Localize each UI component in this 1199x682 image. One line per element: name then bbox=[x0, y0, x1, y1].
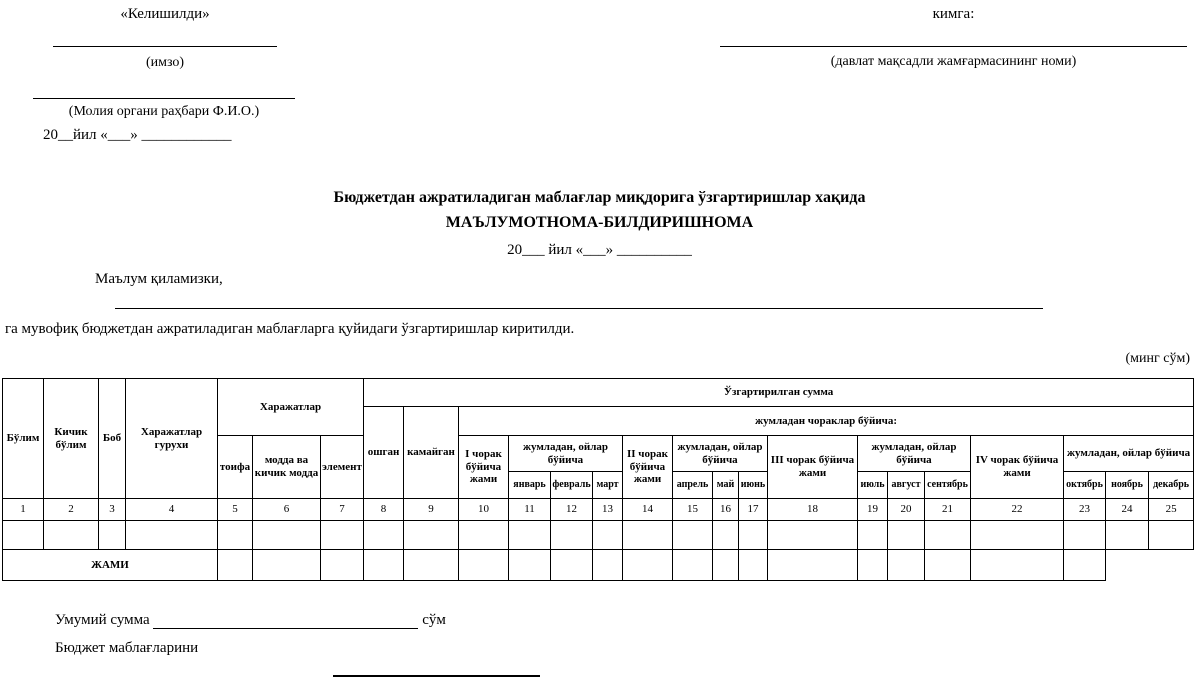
header-month-may: май bbox=[713, 472, 739, 499]
header-toifa: тоифа bbox=[218, 436, 253, 499]
header-bolim: Бўлим bbox=[3, 379, 44, 499]
recipient-caption: (давлат мақсадли жамғармасининг номи) bbox=[830, 54, 1077, 69]
column-number-cell: 14 bbox=[623, 499, 673, 521]
finance-head-caption: (Молия органи раҳбари Ф.И.О.) bbox=[68, 104, 260, 119]
jami-empty-cell bbox=[713, 550, 739, 581]
column-number-cell: 5 bbox=[218, 499, 253, 521]
header-month-november: ноябрь bbox=[1106, 472, 1149, 499]
header-ozgartirilgan-summa: Ўзгартирилган сумма bbox=[364, 379, 1194, 407]
data-cell bbox=[623, 521, 673, 550]
column-number-cell: 1 bbox=[3, 499, 44, 521]
recipient-line bbox=[720, 46, 1187, 47]
column-number-cell: 22 bbox=[971, 499, 1064, 521]
body-text: га мувофиқ бюджетдан ажратиладиган маблағларга қуйидаги ўзгартиришлар киритилди. bbox=[5, 321, 575, 337]
jami-empty-cell bbox=[623, 550, 673, 581]
header-month-august: август bbox=[888, 472, 925, 499]
jami-empty-cell bbox=[321, 550, 364, 581]
data-cell bbox=[1064, 521, 1106, 550]
jami-empty-cell bbox=[888, 550, 925, 581]
header-oshgan: ошган bbox=[364, 407, 404, 499]
column-number-cell: 23 bbox=[1064, 499, 1106, 521]
header-bob: Боб bbox=[99, 379, 126, 499]
data-cell bbox=[768, 521, 858, 550]
header-month-september: сентябрь bbox=[925, 472, 971, 499]
header-choraklar: жумладан чораклар бўйича: bbox=[459, 407, 1194, 436]
currency-note: (минг сўм) bbox=[1125, 351, 1190, 366]
jami-empty-cell bbox=[673, 550, 713, 581]
column-number-cell: 3 bbox=[99, 499, 126, 521]
column-number-cell: 12 bbox=[551, 499, 593, 521]
jami-empty-cell bbox=[768, 550, 858, 581]
jami-empty-cell bbox=[253, 550, 321, 581]
header-month-march: март bbox=[593, 472, 623, 499]
column-number-cell: 19 bbox=[858, 499, 888, 521]
agreed-signature-line bbox=[53, 46, 277, 47]
data-cell bbox=[971, 521, 1064, 550]
data-cell bbox=[218, 521, 253, 550]
jami-empty-cell bbox=[218, 550, 253, 581]
column-number-cell: 10 bbox=[459, 499, 509, 521]
data-cell bbox=[44, 521, 99, 550]
data-cell bbox=[1149, 521, 1194, 550]
data-cell bbox=[551, 521, 593, 550]
header-xarajatlar-group: Харажатлар bbox=[218, 379, 364, 436]
form-title-line1: Бюджетдан ажратиладиган маблағлар миқдорига ўзгартиришлар хақида bbox=[333, 189, 866, 206]
data-cell bbox=[713, 521, 739, 550]
jami-empty-cell bbox=[364, 550, 404, 581]
column-number-cell: 15 bbox=[673, 499, 713, 521]
finance-head-signature-line bbox=[33, 98, 295, 99]
header-month-december: декабрь bbox=[1149, 472, 1194, 499]
bottom-signature-line bbox=[333, 675, 540, 677]
intro-text: Маълум қиламизки, bbox=[95, 271, 223, 287]
data-cell bbox=[364, 521, 404, 550]
header-oylar-q2: жумладан, ойлар бўйича bbox=[673, 436, 768, 472]
total-sum-row bbox=[55, 611, 446, 629]
jami-empty-cell bbox=[509, 550, 551, 581]
jami-empty-cell bbox=[739, 550, 768, 581]
jami-empty-cell bbox=[593, 550, 623, 581]
header-kamaygan: камайган bbox=[404, 407, 459, 499]
agreed-date-line: 20__йил «___» ____________ bbox=[43, 127, 232, 143]
data-cell bbox=[925, 521, 971, 550]
header-month-june: июнь bbox=[739, 472, 768, 499]
total-sum-label: Умумий сумма bbox=[55, 612, 150, 628]
column-number-cell: 24 bbox=[1106, 499, 1149, 521]
header-q1-total: I чорак бўйича жами bbox=[459, 436, 509, 499]
column-number-cell: 7 bbox=[321, 499, 364, 521]
agreed-label: «Келишилди» bbox=[120, 6, 210, 22]
column-number-cell: 17 bbox=[739, 499, 768, 521]
form-title-line2: МАЪЛУМОТНОМА-БИЛДИРИШНОМА bbox=[445, 214, 754, 231]
column-number-cell: 8 bbox=[364, 499, 404, 521]
jami-empty-cell bbox=[459, 550, 509, 581]
signature-caption: (имзо) bbox=[145, 55, 185, 70]
jami-cell: ЖАМИ bbox=[3, 550, 218, 581]
header-month-july: июль bbox=[858, 472, 888, 499]
header-oylar-q4: жумладан, ойлар бўйича bbox=[1064, 436, 1194, 472]
header-xarajatlar-guruhi: Харажатлар гурухи bbox=[126, 379, 218, 499]
column-number-cell: 20 bbox=[888, 499, 925, 521]
header-kichik-bolim: Кичик бўлим bbox=[44, 379, 99, 499]
header-element: элемент bbox=[321, 436, 364, 499]
budget-funds-label: Бюджет маблағларини bbox=[55, 640, 199, 656]
recipient-label: кимга: bbox=[932, 6, 975, 22]
data-cell bbox=[404, 521, 459, 550]
jami-empty-cell bbox=[971, 550, 1064, 581]
column-number-cell: 9 bbox=[404, 499, 459, 521]
column-number-cell: 4 bbox=[126, 499, 218, 521]
jami-empty-cell bbox=[551, 550, 593, 581]
total-sum-line bbox=[153, 614, 418, 629]
header-q4-total: IV чорак бўйича жами bbox=[971, 436, 1064, 499]
header-month-october: октябрь bbox=[1064, 472, 1106, 499]
data-cell bbox=[99, 521, 126, 550]
data-cell bbox=[509, 521, 551, 550]
header-q2-total: II чорак бўйича жами bbox=[623, 436, 673, 499]
data-cell bbox=[253, 521, 321, 550]
data-cell bbox=[739, 521, 768, 550]
basis-fill-line bbox=[115, 308, 1043, 309]
data-cell bbox=[126, 521, 218, 550]
column-number-cell: 16 bbox=[713, 499, 739, 521]
form-date-line: 20___ йил «___» __________ bbox=[507, 242, 692, 258]
data-cell bbox=[459, 521, 509, 550]
data-cell bbox=[858, 521, 888, 550]
header-month-january: январь bbox=[509, 472, 551, 499]
jami-empty-cell bbox=[1064, 550, 1106, 581]
jami-empty-cell bbox=[404, 550, 459, 581]
column-number-cell: 25 bbox=[1149, 499, 1194, 521]
column-number-cell: 2 bbox=[44, 499, 99, 521]
data-cell bbox=[321, 521, 364, 550]
data-cell bbox=[3, 521, 44, 550]
total-sum-currency: сўм bbox=[422, 612, 446, 628]
header-month-february: февраль bbox=[551, 472, 593, 499]
header-month-april: апрель bbox=[673, 472, 713, 499]
header-modda: модда ва кичик модда bbox=[253, 436, 321, 499]
header-q3-total: III чорак бўйича жами bbox=[768, 436, 858, 499]
jami-empty-cell bbox=[858, 550, 888, 581]
jami-empty-cell bbox=[925, 550, 971, 581]
header-oylar-q3: жумладан, ойлар бўйича bbox=[858, 436, 971, 472]
column-number-cell: 6 bbox=[253, 499, 321, 521]
column-number-cell: 13 bbox=[593, 499, 623, 521]
data-cell bbox=[1106, 521, 1149, 550]
data-cell bbox=[593, 521, 623, 550]
column-number-cell: 11 bbox=[509, 499, 551, 521]
column-number-cell: 21 bbox=[925, 499, 971, 521]
data-cell bbox=[673, 521, 713, 550]
budget-table bbox=[2, 378, 1194, 581]
data-cell bbox=[888, 521, 925, 550]
header-oylar-q1: жумладан, ойлар бўйича bbox=[509, 436, 623, 472]
column-number-cell: 18 bbox=[768, 499, 858, 521]
